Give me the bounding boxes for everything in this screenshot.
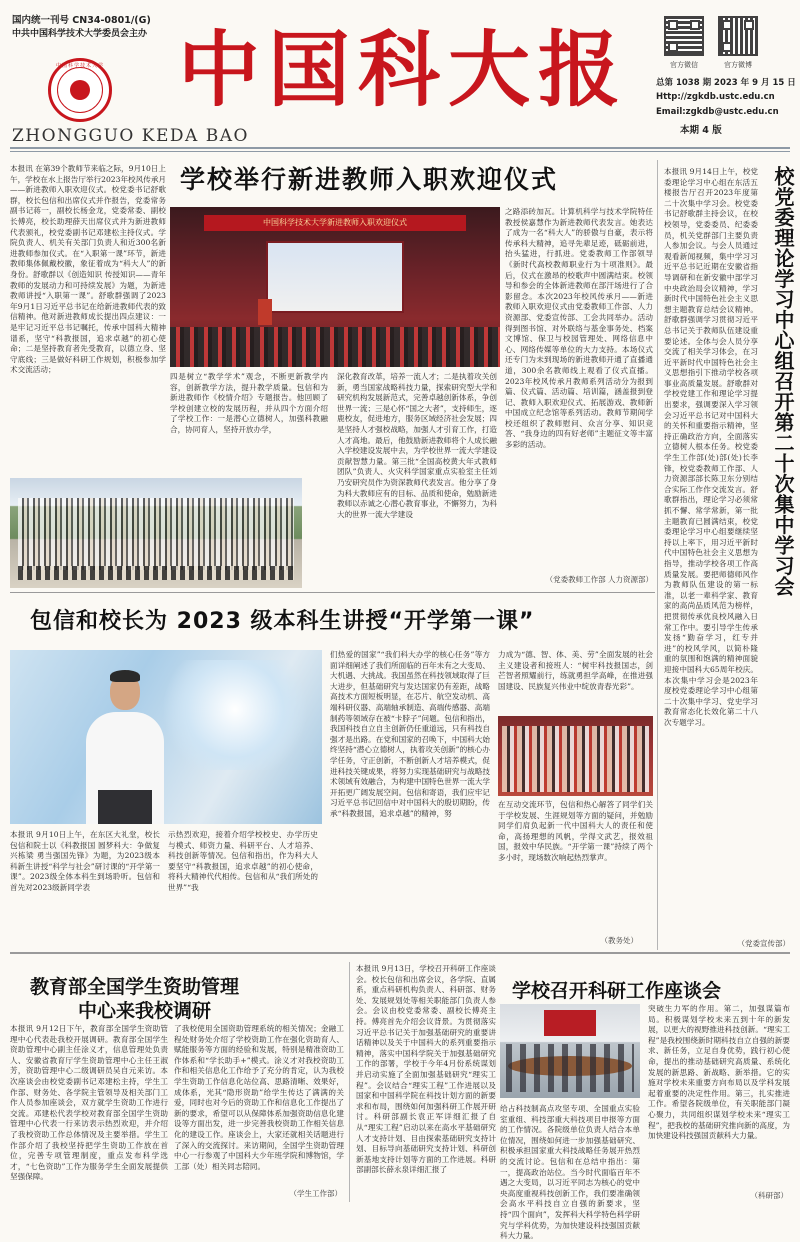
column-divider-right: [657, 160, 658, 950]
speaker-hair: [110, 670, 140, 682]
ceremony-banner: 中国科学技术大学新进教师入职欢迎仪式: [204, 215, 466, 231]
article1-byline: （党委教师工作部 人力资源部）: [545, 575, 653, 584]
podium: [258, 299, 272, 325]
stage-floor: [170, 327, 500, 367]
article2-byline: （教务处）: [600, 936, 638, 945]
email-address: Email:zgkdb@ustc.edu.cn: [656, 107, 779, 117]
qr-label-weibo: 官方微博: [724, 61, 752, 69]
article5-headline: 校党委理论学习中心组召开第二十次集中学习会: [771, 166, 795, 597]
audience-rows: [502, 726, 649, 792]
article3-col1: 本报讯 9月12日下午，教育部全国学生资助管理中心代表赴我校开展调研。教育部全国学生资助管理中心副主任涂义才，信息管理处负责人、安徽省教育厅学生资助管理中心主任王淑芳，资助管理中心二级调研员吴自元来访。本次座谈会由校党委副书记邓建松主持，学生工作部、财务处、各学院主管领导及相关部门工作人员参加座谈会，双方就学生资助工作进行交流。邓建松代表学校对教育部全国学生资助管理中心代表一行来访表示热烈欢迎，并介绍了我校资助工作总体情况及主要举措。学生工作部介绍了我校坚持把学生资助工作放在首位，完善专项管理制度，重点发布科学选才，“七色资助”工作为服务学生全面发展提供坚强保障。: [10, 1024, 168, 1182]
article1-col4: 之路添砖加瓦。计算机科学与技术学院特任教授侯嘉慧作为新进教师代表发言。她表达了成为一名“科大人”的骄傲与自豪，表示将传承科大精神，追寻先辈足迹，砥砺前进，抬头猛进，行抓进。党委教师工作部领导《新时代高校教师职业行为十项准则》。最后，仪式在激昂的校歌声中圆满结束。校领导和参会的全体新进教师在部汗场进行了合影留念。本次2023年校风传承月——新进教师入职欢迎仪式由党委教师工作部、人力资源部、党委宣传部、工会共同举办。活动得到图书馆、对外联络与基金事务处、档案文博馆、保卫与校园管理处、网络信息中心、网络传媒等单位的大力支持。本场仪式还专门为未到现场的新进教师开通了直播通道，300余名教师线上观看了仪式直播。2023年校风传承月教师系列活动分为报到篇、仪式篇、活动篇、培训篇，涵盖报到登记、教师入职欢迎仪式、拓展游戏、教师新中国成立纪念馆等系列活动。教师节期间学校还组织了教师慰问、众言分享、知识竞答、“我身边的四有好老师”主题征文等丰富多彩的活动。: [505, 207, 653, 450]
article3-byline: （学生工作部）: [289, 1189, 342, 1198]
article5-body: 本报讯 9月14日上午，校党委理论学习中心组在东活五楼报告厅召开2023年度第二十次集中学习会。校党委书记舒歌群主持会议，在校校领导，党委委员、纪委委员，机关党群部门主要负责人参加会议。与会人员通过观看新闻视频，集中学习习近平总书记近期在安徽省指导调研和在新安徽中部学习中央政治局会议精神，学习新时代中国特色社会主义思想主题教育总结会议精神。舒歌群强调学习贯彻习近平总书记关于教师队伍建设重要论述。全体与会人员分享交流了相关学习体会，在习近平新时代中国特色社会主义思想指引下推动学校各项事业高质量发展。舒歌群对学校党建工作和理论学习提出要求，强调要深入学习领会习近平总书记对中国科大的关怀和重要指示精神，坚持正确政治方向，全面落实立德树人根本任务。校党委学生工作部(处)部(处)长李锋，校党委教师工作部、人力资源部部长陈卫东分别结合实际工作作交流发言。舒歌群指出，理论学习必须常抓不懈、常学常新，第一批主题教育已圆满结束，校党委理论学习中心组要继续坚持以上率下，用习近平新时代中国特色社会主义思想为指导，推动学校各项工作高质量发展。要把师德师风作为教师队伍建设的第一标准，以老一辈科学家、教育家的高尚品质风范为榜样，把贯彻传承优良校风融入日常工作中。要引导学生传承发扬“勤奋学习，红专并进”的校风学风，以简朴隆重的氛围和饱满的精神面貌迎接中国科大65周年校庆。本次集中学习会是2023年度校党委理论学习中心组第二十次集中学习、党史学习教育常态化长效化第二十八次专题学习。: [664, 167, 758, 727]
qr-label-wechat: 官方微信: [670, 61, 698, 69]
issn-line: 国内统一刊号 CN34-0801/(G): [12, 15, 151, 26]
article2-col2: 示热烈欢迎，接着介绍学校校史、办学历史与模式、师资力量、科研平台、人才培养、科技创新等情况。包信和指出，作为科大人要坚守“科教报国，追求卓越”的初心使命，将科大精神代代相传。包信和从“我们所处的世界”“我: [168, 830, 318, 892]
wechat-qr-icon: [664, 16, 704, 56]
article1-col3: 深化教育改革，培养一流人才；二是执着攻关创新，勇当国家战略科技力量，探索研究型大学和研究机构发展新范式，完善卓越创新体系，争创世界一流；三是心怀“国之大者”，支持师生，逐鹿校友，促进地方，服务区域经济社会发展；四是坚持人才强校战略，加强人才引育工作，打造人才高地。最后，他鼓励新进教师将个人成长融入学校建设发展中去，为学校世界一流大学建设贡献智慧力量。第三批“全国高校黄大年式教师团队”负责人、火灾科学国家重点实验室主任刘乃安研究员作为资深教师代表发言。他分享了身为科大教师应有的目标、品质和使命，勉励新进教师以赤诚之心潜心教育事业，不懈努力，为科大的世界一流大学建设: [337, 372, 497, 519]
audience-photo: [498, 716, 653, 796]
masthead-rule: [10, 147, 790, 149]
article3-headline-line2: 中心来我校调研: [78, 1000, 212, 1022]
masthead-rule-thin: [10, 151, 790, 152]
speaker-trousers: [98, 790, 152, 824]
article2-col4b: 在互动交流环节，包信和热心解答了同学们关于学校发展、生涯规划等方面的疑问，并勉励同学们肩负起新一代中国科大人的责任和使命，高扬理想的风帆，学得文武艺，报效祖国，报效中华民族。“开学第一课”持续了两个多小时，现场数次响起热烈掌声。: [498, 800, 653, 862]
article1-headline: 学校举行新进教师入职欢迎仪式: [180, 165, 559, 194]
seal-text: 中国科学技术大学: [55, 63, 104, 69]
screen-glow: [160, 660, 310, 770]
group-front-row: [18, 566, 294, 580]
article2-col1: 本报讯 9月10日上午，在东区大礼堂，校长包信和院士以《科教报国 圆梦科大：争做复兴栋梁 勇当强国先锋》为题，为2023级本科新生讲授“科学与社会”研讨课的“开学第一课”。2023级全体本科生到场聆听。包信和首先对2023级新同学表: [10, 830, 160, 892]
edition-count: 本期 4 版: [680, 125, 722, 136]
section-rule-1: [10, 592, 655, 593]
article2-headline: 包信和校长为 2023 级本科生讲授“开学第一课”: [30, 609, 535, 634]
group-rows: [18, 498, 294, 570]
article4-headline: 学校召开科研工作座谈会: [512, 980, 722, 1002]
issue-info: 总第 1038 期 2023 年 9 月 15 日: [656, 78, 796, 88]
article4-col2: 给占科技制高点攻坚专项、全国重点实验室重组、科技部重大科技项目申报等方面的工作情况。各院级单位负责人结合本单位情况，围绕如何进一步加强基础研究、积极承担国家重大科技战略任务展开热烈的交流讨论。包信和在总结中指出：第一，提高政治站位。当今时代面临百年不遇之大变局，以习近平同志为核心的党中央高度重视科技创新工作，我们要准确领会高水平科技自立自强的新要求，坚持“四个面向”，发挥科大科学特色科学研究与学科优势，为加快建设科技强国贡献科大力量。: [500, 1104, 640, 1241]
sponsor-line: 中共中国科学技术大学委员会主办: [12, 29, 148, 39]
meeting-attendees: [506, 1044, 634, 1092]
meeting-screen: [544, 1010, 596, 1036]
newspaper-title: 中国科大报: [178, 22, 629, 118]
column-divider-bottom: [349, 962, 350, 1202]
seal-emblem-icon: [70, 80, 90, 100]
group-photo: [10, 478, 302, 588]
article5-byline: （党委宣传部）: [737, 939, 790, 948]
ceremony-photo: [170, 207, 500, 367]
article4-col1: 本报讯 9月13日，学校召开科研工作座谈会。校长包信和出席会议，各学院、直属系，重点科研机构负责人、科研部、财务处、发展规划处等相关职能部门负责人参会。会议由校党委常委、副校长傅亮主持。傅亮首先介绍会议背景。为贯彻落实习近平总书记关于加强基础研究的重要讲话精神以及关于中国科大的系列重要指示精神，落实中国科学院关于加强基础研究工作的部署，学校于今年4月份系统谋划并启动实施了全面加强基础研究“理实工程”。会议结合“理实工程”工作进展以及国家和中国科学院在科技计划方面的新要求和布局，围绕如何加强科研工作展开研讨。科研部副长袁正军详细汇报了自从“理实工程”启动以来在高水平基础研究人才支持计划、目由探索基础研究支持计划、目标导向基础研究支持计划、科研创新基地支持计划等方面的工作进展。科研部副部长薛永泉详细汇报了: [356, 964, 496, 1175]
website-url: Http://zgkdb.ustc.edu.cn: [656, 92, 775, 102]
article1-col2: 四是树立“教学学术”观念，不断更新教学内容，创新教学方法，提升教学质量。包信和为新进教师作《校情介绍》专题报告。他回顾了学校创建立校的发展历程，并从四个方面介绍了学校工作：一是潜心立德树人，加强科教融合，协同育人，坚持开放办学，: [170, 372, 328, 434]
section-rule-2: [10, 952, 790, 954]
article3-col2: 了我校使用全国资助管理系统的相关情况；金融工程处财务处介绍了学校资助工作在强化资助育人、赋能服务等方面的经验和发展，特别是精准资助工作体系和“学长助手+”模式。涂义才对我校资助工作和相关信息化工作给予了充分的肯定，认为我校学生资助工作信息化站位高、思路清晰、效果好，成体系，光其“隐形资助”给学生传达了满满的关爱，同时也对今后的资助工作和信息化工作提出了新的要求，希望可以从保障体系加强资助信息化建设等方面出发，进一步完善我校资助工作相关信息化的建设工作。座谈会上，大家还就相关话题进行了深入的交流探讨。来访期间，全国学生资助管理中心一行参观了中国科大少年班学院和博物馆，学工部（处）相关同志陪同。: [174, 1024, 344, 1171]
article2-col4: 力成为“德、智、体、美、劳”全面发展的社会主义建设者和接班人：“树牢科技报国志，剑芒智者照耀前行，练就勇担学高峰，在推进强国建设、民族复兴伟业中绽放青春光彩”。: [498, 650, 653, 691]
meeting-photo: [500, 1004, 640, 1098]
stage-screen: [266, 241, 404, 313]
university-seal: [48, 58, 112, 122]
lecture-photo: [10, 650, 322, 824]
weibo-qr-icon: [718, 16, 758, 56]
article3-headline-line1: 教育部全国学生资助管理: [30, 976, 240, 998]
article1-col1: 本报讯 在第39个教师节来临之际，9月10日上午，学校在水上报告厅举行2023年校风传承月——新进教师入职欢迎仪式。校党委书记舒歌群，校长包信和出席仪式并作报告，党委常务副书记蒋一，副校长杨金龙，党委常委、副校长傅亮，校长助理薛天出席仪式并为新进教师代表颁礼，校党委副书记邓建松主持仪式。学院负责人、机关有关部门负责人和近300名新进教师参加仪式。在“入职第一课”环节，新进教师集体佩戴校徽，象征着成为“科大人”的新身份。舒歌群以《创造知识 传授知识——青年教师的发展动力和可持续发展》为题，为新进教师讲授“入职第一课”。舒歌群强调了2023年9月1日习近平总书记在给新进教师代表的致信精神。他对新进教师成长提出四点建议：一是牢记习近平总书记嘱托，传承中国科大精神谱系，坚守“科教报国，追求卓越”的初心使命；二是坚持教育者先受教育，以德立身、坚守底线；三是做好科研工作规划，积极参加学术交流活动；: [10, 164, 167, 375]
article2-col3: 们热爱的国家”“我们科大办学的核心任务”等方面详细阐述了我们所面临的百年未有之大变局、大机遇、大挑战。我国虽然在科技领域取得了巨大进步，但基础研究与发达国家仍有差距，战略高技术方面短板明显，在芯片、航空发动机、高端科研仪器、高端轴承制造、高端传感器、高端制药等领域存在被“卡脖子”问题。包信和指出，我国科技自立自主创新仍任重道远，只有科技自强才是出路。在党和国家的召唤下，中国科大始终坚持“潜心立德树人，执着攻关创新”的核心办学任务，守正创新，不断创新人才培养模式，促进科技关键成果，将努力实现基础研究与战略技术领域有效融合，为构建中国特色世界一流大学开拓更广阔发展空间。包信和寄语，我们应牢记习近平总书记回信中对中国科大的殷切期盼，传承“科教报国，追求卓越”的精神，努: [330, 650, 490, 818]
article4-byline: （科研部）: [750, 1191, 788, 1200]
title-pinyin: ZHONGGUO KEDA BAO: [12, 126, 249, 146]
article4-col3: 突破生力军的作用。第二，加强谋篇布局。积极谋划学校未来五到十年的新发展，以更大的视野推进科技创新。“理实工程”是我校围绕新时期科技自立自强的新要求、新任务，立足自身优势，践行初心使命，提出的推动基础研究高质量、系统化发展的新思路、新战略、新举措。它的实施对学校未来重要方向布局以及学科发展起着重要的决定性作用。第三，扎实推进工作。希望各院级单位，有关职能部门凝心聚力，共同组织谋划学校未来“理实工程”，把我校的基础研究推向新的高度，为加快建设科技强国贡献科大力量。: [648, 1004, 790, 1141]
